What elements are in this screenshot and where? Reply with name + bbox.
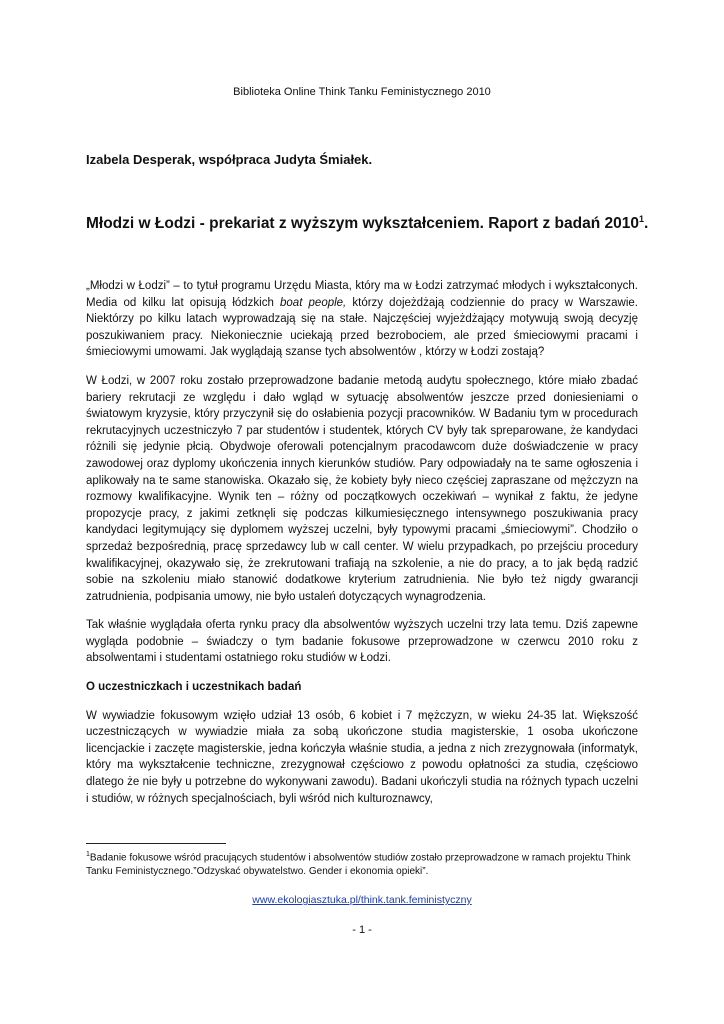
paragraph-1-part2: którzy dojeżdżają codziennie do pracy w Warszawie. Niektórzy po kilku latach wyprowadzają się na stałe. Najczęściej wyjeżdżający motywują swoją decyzję poszukiwaniem pracy. Niekoniecznie uciekają przed bezrobociem, ale przed śmieciowymi pracami i śmieciowymi umowami. Jak wyglądają szanse tych absolwentów , którzy w Łodzi zostają? — [86, 296, 638, 359]
footer-link[interactable]: www.ekologiasztuka.pl/think.tank.feministyczny — [252, 894, 472, 906]
paragraph-4: W wywiadzie fokusowym wzięło udział 13 osób, 6 kobiet i 7 mężczyzn, w wieku 24-35 lat. Większość uczestniczących w wywiadzie miała za sobą ukończone studia magisterskie, 1 osoba ukończone licencjackie i zaczęte magisterskie, jedna kończyła właśnie studia, a jedna z nich zrezygnowała (informatyk, który ma wykształcenie techniczne, zrezygnował częściowo z powodu opłatności za studia, częściowo dlatego że nie były u potrzebne do wykonywani zawodu). Badani ukończyli studia na różnych typach uczelni i studiów, w różnych specjalnościach, byli wśród nich kulturoznawcy, — [86, 709, 638, 805]
paragraph-2: W Łodzi, w 2007 roku zostało przeprowadzone badanie metodą audytu społecznego, które miało zbadać bariery rekrutacji ze względu i dało wgląd w sytuację absolwentów jeszcze przed doniesieniami o światowym kryzysie, który przyczynił się do osłabienia pozycji pracowników. W Badaniu tym w procedurach rekrutacyjnych uczestniczyło 7 par studentów i studentek, których CV były tak spreparowane, że kandydaci różnili się jedynie płcią. Obydwoje oferowali potencjalnym pracodawcom duże doświadczenie w pracy zawodowej oraz dyplomy ukończenia innych kierunków studiów. Pary odpowiadały na te same ogłoszenia i aplikowały na te same stanowiska. Okazało się, że kobiety były nieco częściej zapraszane od mężczyzn na rozmowy kwalifikacyjne. Wynik ten – różny od początkowych oczekiwań – wynikał z faktu, że jedyne propozycje pracy, z jakimi zetknęli się podczas kilkumiesięcznego intensywnego poszukiwania pracy kandydaci legitymujący się dyplomem wyższej uczelni, były typowymi pracami „śmieciowymi”. Chodziło o sprzedaż bezpośrednią, pracę sprzedawcy lub w call center. W wielu przypadkach, po przejściu procedury kwalifikacyjnej, okazywało się, że zrekrutowani trafiają na szkolenie, a nie do pracy, a to jak będą radzić sobie na szkoleniu miało stanowić dodatkowe kryterium zatrudnienia. Nie było też nigdy gwarancji zatrudnienia, podpisania umowy, nie było ustaleń dotyczących wynagrodzenia. — [86, 374, 638, 603]
footnote-text: Badanie fokusowe wśród pracujących studentów i absolwentów studiów zostało przeprowadzone w ramach projektu Think Tanku Feministycznego.”Odzyskać obywatelstwo. Gender i ekonomia opieki”. — [86, 852, 631, 878]
footnote-divider — [86, 843, 226, 844]
author-line: Izabela Desperak, współpraca Judyta Śmiałek. — [86, 152, 373, 167]
title-text: Młodzi w Łodzi - prekariat z wyższym wykształceniem. Raport z badań 2010 — [86, 215, 639, 233]
paragraph-1-part1: „Młodzi w Łodzi” – to tytuł programu Urzędu Miasta, który ma w Łodzi zatrzymać młodych i wykształconych. Media od kilku lat opisują łódzkich — [86, 280, 638, 309]
document-body — [86, 278, 638, 819]
paragraph-3: Tak właśnie wyglądała oferta rynku pracy dla absolwentów wyższych uczelni trzy lata temu. Dziś zapewne wygląda podobnie – świadczy o tym badanie fokusowe przeprowadzone w czerwcu 2010 roku z absolwentami i studentami ostatniego roku studiów w Łodzi. — [86, 619, 638, 665]
page-number: - 1 - — [352, 924, 372, 936]
footnote-marker: 1 — [86, 851, 90, 858]
paragraph-1-italic: boat people, — [280, 296, 347, 309]
title-end: . — [644, 215, 649, 233]
page-header: Biblioteka Online Think Tanku Feministycznego 2010 — [233, 86, 491, 98]
footnote — [86, 848, 646, 879]
document-title — [86, 214, 649, 233]
title-footnote-marker[interactable]: 1 — [639, 214, 645, 224]
section-heading: O uczestniczkach i uczestnikach badań — [86, 681, 302, 694]
paragraph-1 — [86, 278, 638, 361]
